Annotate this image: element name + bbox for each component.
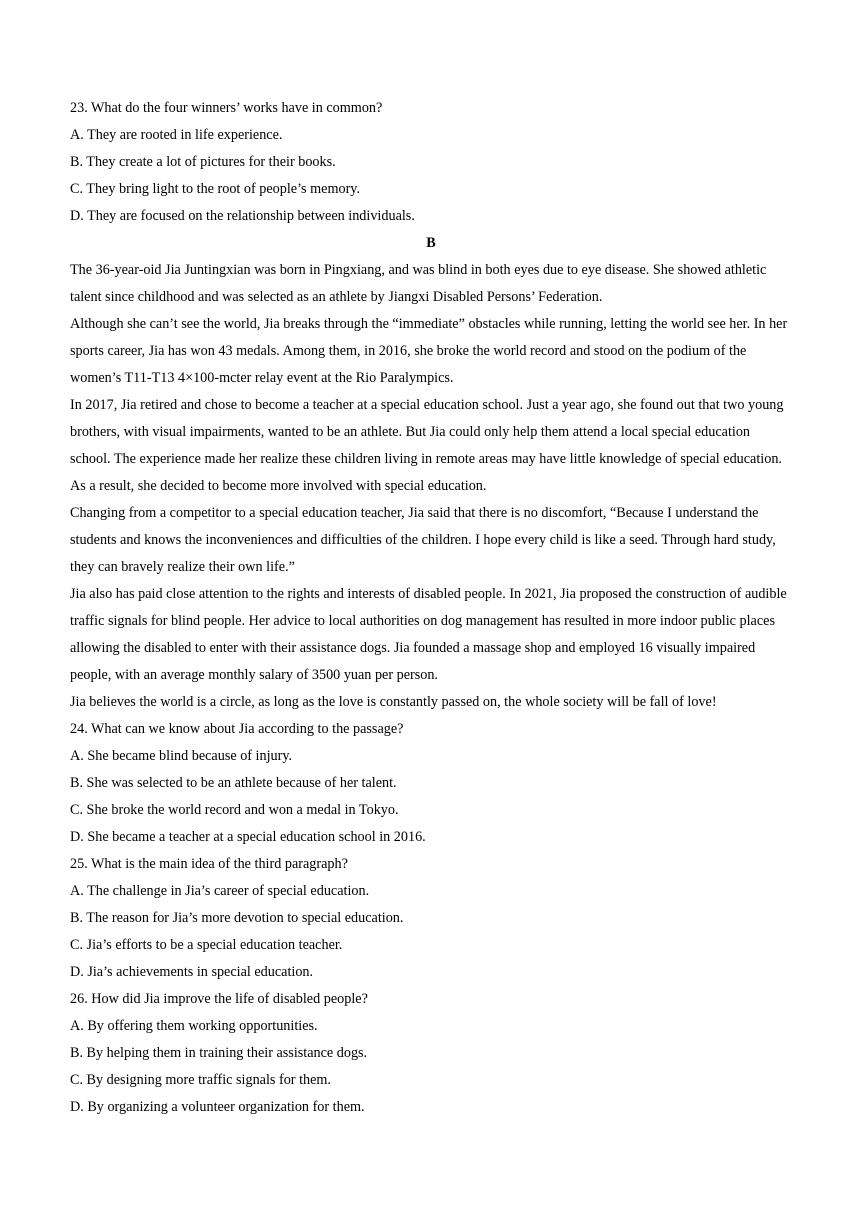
passage-paragraph-6: Jia believes the world is a circle, as long as the love is constantly passed on, the whole society will be fall of love! xyxy=(70,694,717,710)
answer-option-c: C. She broke the world record and won a medal in Tokyo. xyxy=(70,802,399,818)
answer-option-b: B. The reason for Jia’s more devotion to special education. xyxy=(70,910,404,926)
answer-option-b: B. By helping them in training their assistance dogs. xyxy=(70,1045,368,1061)
answer-option-c: C. They bring light to the root of people’s memory. xyxy=(70,181,361,197)
question-24 xyxy=(70,716,792,851)
answer-option-c: C. By designing more traffic signals for them. xyxy=(70,1072,331,1088)
question-stem: 24. What can we know about Jia according to the passage? xyxy=(70,721,404,737)
answer-option-b: B. They create a lot of pictures for their books. xyxy=(70,154,336,170)
passage-paragraph-4: Changing from a competitor to a special education teacher, Jia said that there is no discomfort, “Because I understand the students and knows the inconveniences and difficulties of the children. I hope every child is like a seed. Through hard study, they can bravely realize their own life.” xyxy=(70,505,776,575)
passage-paragraph-2: Although she can’t see the world, Jia breaks through the “immediate” obstacles while running, letting the world see her. In her sports career, Jia has won 43 medals. Among them, in 2016, she broke the world record and stood on the podium of the women’s T11-T13 4×100-mcter relay event at the Rio Paralympics. xyxy=(70,316,788,386)
answer-option-a: A. By offering them working opportunities. xyxy=(70,1018,318,1034)
passage-paragraph-1: The 36-year-oid Jia Juntingxian was born in Pingxiang, and was blind in both eyes due to eye disease. She showed athletic talent since childhood and was selected as an athlete by Jiangxi Disabled Persons’ Federation. xyxy=(70,262,767,305)
answer-option-a: A. She became blind because of injury. xyxy=(70,748,293,764)
answer-option-b: B. She was selected to be an athlete because of her talent. xyxy=(70,775,397,791)
answer-option-d: D. By organizing a volunteer organization for them. xyxy=(70,1099,365,1115)
question-23 xyxy=(70,95,792,230)
answer-option-a: A. The challenge in Jia’s career of special education. xyxy=(70,883,370,899)
passage-paragraph-5: Jia also has paid close attention to the rights and interests of disabled people. In 2021, Jia proposed the construction of audible traffic signals for blind people. Her advice to local authorities on dog management has resulted in more indoor public places allowing the disabled to enter with their assistance dogs. Jia founded a massage shop and employed 16 visually impaired people, with an average monthly salary of 3500 yuan per person. xyxy=(70,586,787,683)
passage-b xyxy=(70,257,792,716)
document-page xyxy=(70,95,792,1121)
answer-option-c: C. Jia’s efforts to be a special education teacher. xyxy=(70,937,343,953)
question-stem: 23. What do the four winners’ works have in common? xyxy=(70,100,383,116)
question-26 xyxy=(70,986,792,1121)
section-heading-b: B xyxy=(426,235,436,251)
answer-option-d: D. She became a teacher at a special education school in 2016. xyxy=(70,829,426,845)
answer-option-d: D. They are focused on the relationship between individuals. xyxy=(70,208,415,224)
question-stem: 26. How did Jia improve the life of disabled people? xyxy=(70,991,368,1007)
question-25 xyxy=(70,851,792,986)
question-stem: 25. What is the main idea of the third paragraph? xyxy=(70,856,348,872)
answer-option-a: A. They are rooted in life experience. xyxy=(70,127,283,143)
passage-paragraph-3: In 2017, Jia retired and chose to become a teacher at a special education school. Just a year ago, she found out that two young brothers, with visual impairments, wanted to be an athlete. But Jia could only help them attend a local special education school. The experience made her realize these children living in remote areas may have little knowledge of special education. As a result, she decided to become more involved with special education. xyxy=(70,397,784,494)
answer-option-d: D. Jia’s achievements in special education. xyxy=(70,964,314,980)
